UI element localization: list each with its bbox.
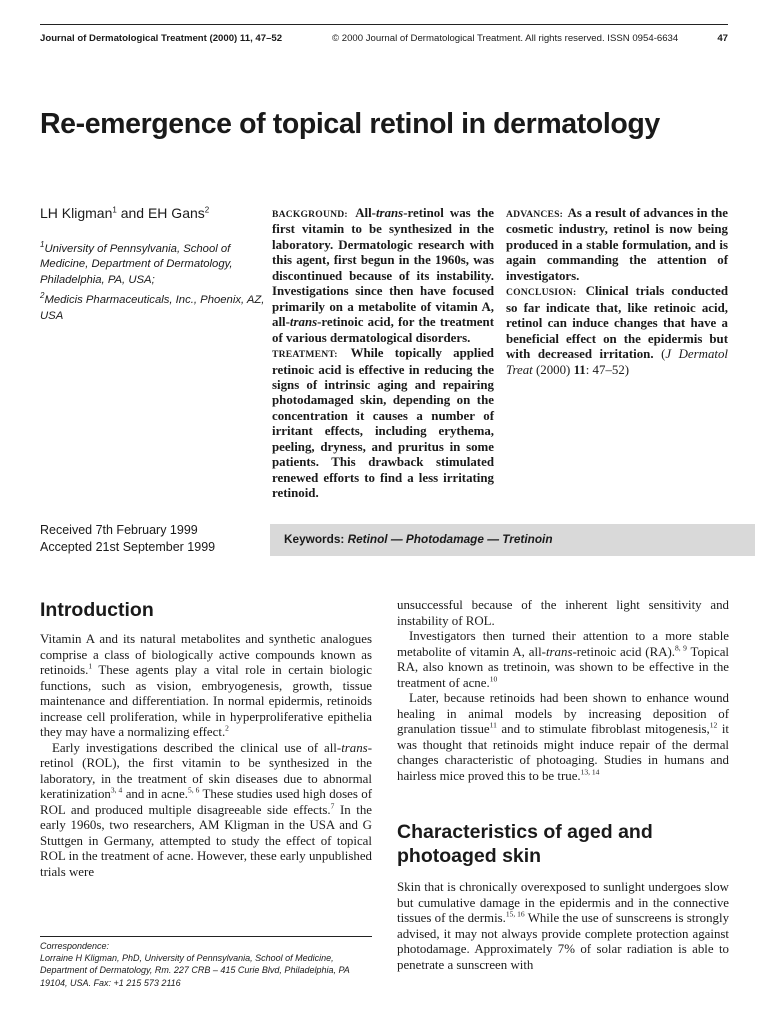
keywords-values: Retinol — Photodamage — Tretinoin [347,532,553,546]
paragraph: Skin that is chronically overexposed to sunlight undergoes slow but cumulative damage in the epidermis and in the connective tissues of the dermis.$^{15, 16}$ While the use of sunscreens is strongly advised, it may not always provide complete protection against photodamage. Approximately 7% of solar radiation is able to penetrate a sunscreen with [397,880,730,972]
citation-volume: 11 [573,362,586,377]
correspondence-text: Lorraine H Kligman, PhD, University of Pennsylvania, School of Medicine, Department of Dermatology, Rm. 227 CRB – 415 Curie Blvd, Philadelphia, PA 19104, USA. Fax: +1 215 573 2116 [40,953,350,988]
paragraph: Investigators then turned their attention to a more stable metabolite of vitamin A, all-trans-retinoic acid (RA).$^{8, 9}$ Topical RA, also known as tretinoin, was shown to be effective in the treatment of acne.$^{10}$ [397,629,730,690]
reference-marker: 12 [709,720,718,730]
author-list [40,205,209,221]
abstract-column-right [506,206,728,378]
abstract-conclusion-label: CONCLUSION: [506,287,577,299]
paragraph: Early investigations described the clinical use of all-trans-retinol (ROL), the first vitamin to be synthesized in the laboratory, in the treatment of skin diseases due to abnormal keratinization$^{3, 4}$ and in acne.$^{5, 6}$ These studies used high doses of ROL and produced multiple disagreeable side effects.$^7$ In the early 1960s, two researchers, AM Kligman in the USA and G Stuttgen in Germany, attempted to study the effect of topical ROL in the treatment of acne. However, these early unpublished trials were [40,740,373,879]
body-column-right-lower [397,880,729,973]
abstract-treatment-label: TREATMENT: [272,349,338,361]
body-column-right [397,598,729,784]
author-affiliation-marker: 1 [112,205,117,215]
reference-marker: 3, 4 [110,785,123,795]
accepted-date: Accepted 21st September 1999 [40,540,216,554]
footnote-rule [40,936,372,937]
abstract-conclusion-text: Clinical trials conducted so far indicate that, like retinoic acid, retinol can induce changes that have a beneficial effect on the epidermis but with decreased irritation. [506,284,728,362]
correspondence-footnote [40,940,372,989]
correspondence-label: Correspondence: [40,941,110,951]
affiliations [40,237,265,324]
keywords-line [284,532,553,546]
journal-citation: Journal of Dermatological Treatment (2000) 11, 47–52 [40,33,283,44]
affiliation-1 [40,237,265,288]
affiliation-text: University of Pennsylvania, School of Medicine, Department of Dermatology, Philadelphia, PA, USA; [40,242,233,286]
paragraph-continuation: unsuccessful because of the inherent light sensitivity and instability of ROL. [397,598,729,628]
reference-marker: 2 [225,723,229,733]
manuscript-dates [40,522,215,556]
header-rule [40,24,728,25]
abstract-advances-text: As a result of advances in the cosmetic industry, retinol is now being produced in a stable formulation, and is again commanding the attention of investigators. [506,206,728,283]
body-column-left [40,632,372,880]
reference-marker: 8, 9 [675,643,687,653]
reference-marker: 7 [330,801,335,811]
reference-marker: 10 [489,674,498,684]
paragraph: Vitamin A and its natural metabolites and synthetic analogues comprise a class of biologically active compounds known as retinoids.$^1$ These agents play a vital role in certain biologic functions, such as vision, embryogenesis, growth, tissue maintenance and differentiation. In normal epidermis, retinoids increase cell proliferation, while in hyperproliferative epithelia they may have a normalizing effect.$^2$ [40,632,372,739]
section-heading-introduction: Introduction [40,599,154,621]
citation-year: (2000) [532,362,574,377]
author-name: EH Gans [147,205,205,221]
paragraph: Later, because retinoids had been shown to enhance wound healing in animal models by increasing deposition of granulation tissue$^{11}$ and to stimulate fibroblast mitogenesis,$^{12}$ it was thought that retinoids might induce repair of the dermal changes characteristic of photoaging. Studies in humans and hairless mice proved this to be true.$^{13, 14}$ [397,691,730,783]
received-date: Received 7th February 1999 [40,523,198,537]
citation-journal: J Dermatol Treat [506,347,728,377]
reference-marker: 11 [489,720,497,730]
copyright-notice: © 2000 Journal of Dermatological Treatment. All rights reserved. ISSN 0954-6634 [332,33,679,44]
article-title: Re-emergence of topical retinol in dermatology [40,108,660,140]
author-affiliation-marker: 2 [204,205,210,215]
reference-marker: 13, 14 [580,767,600,777]
author-conjunction: and [116,205,148,221]
citation-open: ( [661,347,666,362]
abstract-background-label: BACKGROUND: [272,209,348,220]
reference-marker: 5, 6 [187,785,200,795]
abstract-treatment-text: While topically applied retinoic acid is effective in reducing the signs of intrinsic aging and repairing photodamaged skin, depending on the concentration it causes a number of irritant effects, including erythema, peeling, dryness, and pruritus in some patients. This drawback stimulated renewed efforts to find a less irritating retinoid. [272,346,494,501]
author-name: LH Kligman [40,205,113,221]
affiliation-marker: 1 [40,240,45,249]
page-number: 47 [717,33,728,44]
keywords-box [270,524,755,556]
keywords-label: Keywords: [284,532,345,546]
affiliation-text: Medicis Pharmaceuticals, Inc., Phoenix, AZ, USA [40,294,265,322]
abstract-advances-label: ADVANCES: [506,209,564,220]
abstract-background-text: All-trans-retinol was the first vitamin to be synthesized in the laboratory. Dermatologic research with this agent, first begun in the 1960s, was discontinued because of its instability. Investigations since then have focused primarily on a metabolite of vitamin A, all-trans-retinoic acid, for the treatment of various dermatological disorders. [272,206,494,345]
affiliation-2 [40,288,265,324]
reference-marker: 15, 16 [505,909,525,919]
citation-pages: : 47–52) [585,362,630,377]
reference-marker: 1 [88,661,93,671]
affiliation-marker: 2 [40,291,45,301]
abstract-column-left [272,206,494,502]
running-header [40,33,728,49]
section-heading-characteristics: Characteristics of aged and photoaged skin [397,821,653,867]
